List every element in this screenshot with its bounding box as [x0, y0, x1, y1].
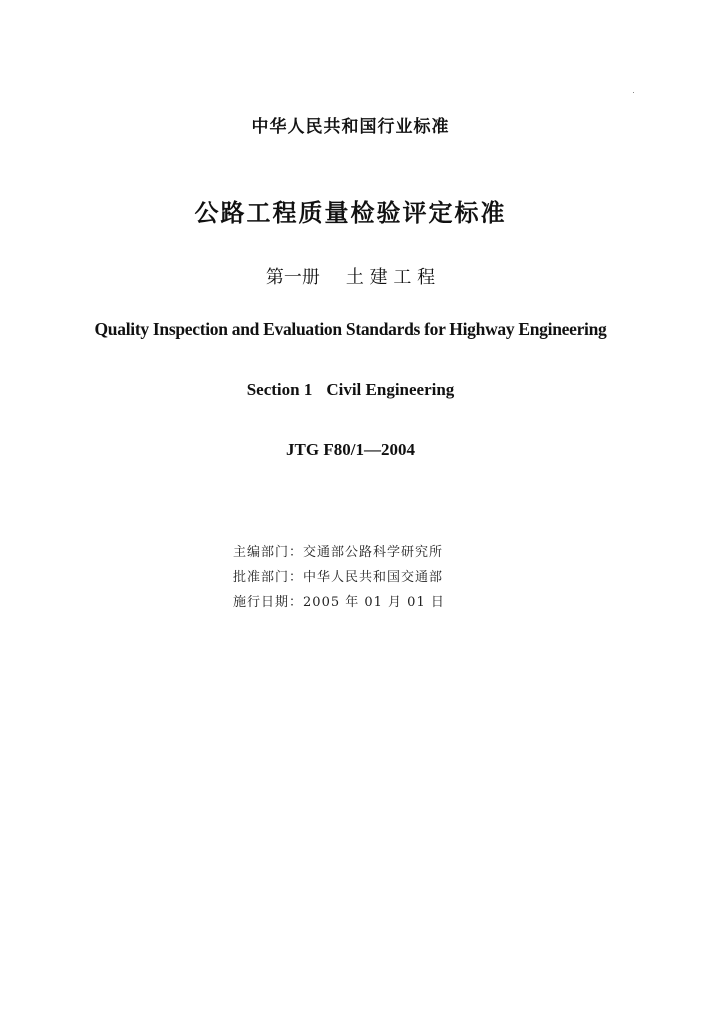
- volume-number: 第一册: [265, 267, 320, 288]
- meta-separator: ：: [289, 570, 304, 585]
- section-number: Section 1: [246, 380, 313, 399]
- meta-label: 施行日期: [233, 595, 290, 610]
- meta-separator: ：: [289, 595, 304, 610]
- meta-value: 中华人民共和国交通部: [303, 570, 444, 585]
- standard-code: JTG F80/1—2004: [286, 440, 415, 459]
- publication-info: [233, 540, 445, 615]
- editor-department-row: [233, 540, 445, 565]
- section-title-en: [0, 380, 701, 400]
- meta-separator: ：: [289, 545, 304, 560]
- scan-speck: [633, 92, 634, 93]
- meta-label: 批准部门: [233, 570, 290, 585]
- effective-date-row: [233, 590, 445, 615]
- section-name: Civil Engineering: [326, 380, 455, 399]
- approval-department-row: [233, 565, 445, 590]
- document-title-cn: 公路工程质量检验评定标准: [194, 199, 507, 227]
- volume-title-cn: [0, 263, 701, 289]
- meta-label: 主编部门: [233, 545, 290, 560]
- standard-type: 中华人民共和国行业标准: [251, 117, 450, 137]
- document-title-en: Quality Inspection and Evaluation Standards for Highway Engineering: [94, 319, 607, 339]
- meta-value: 交通部公路科学研究所: [303, 545, 444, 560]
- volume-name: 土 建 工 程: [345, 267, 436, 288]
- meta-value: 2005 年 01 月 01 日: [303, 595, 445, 610]
